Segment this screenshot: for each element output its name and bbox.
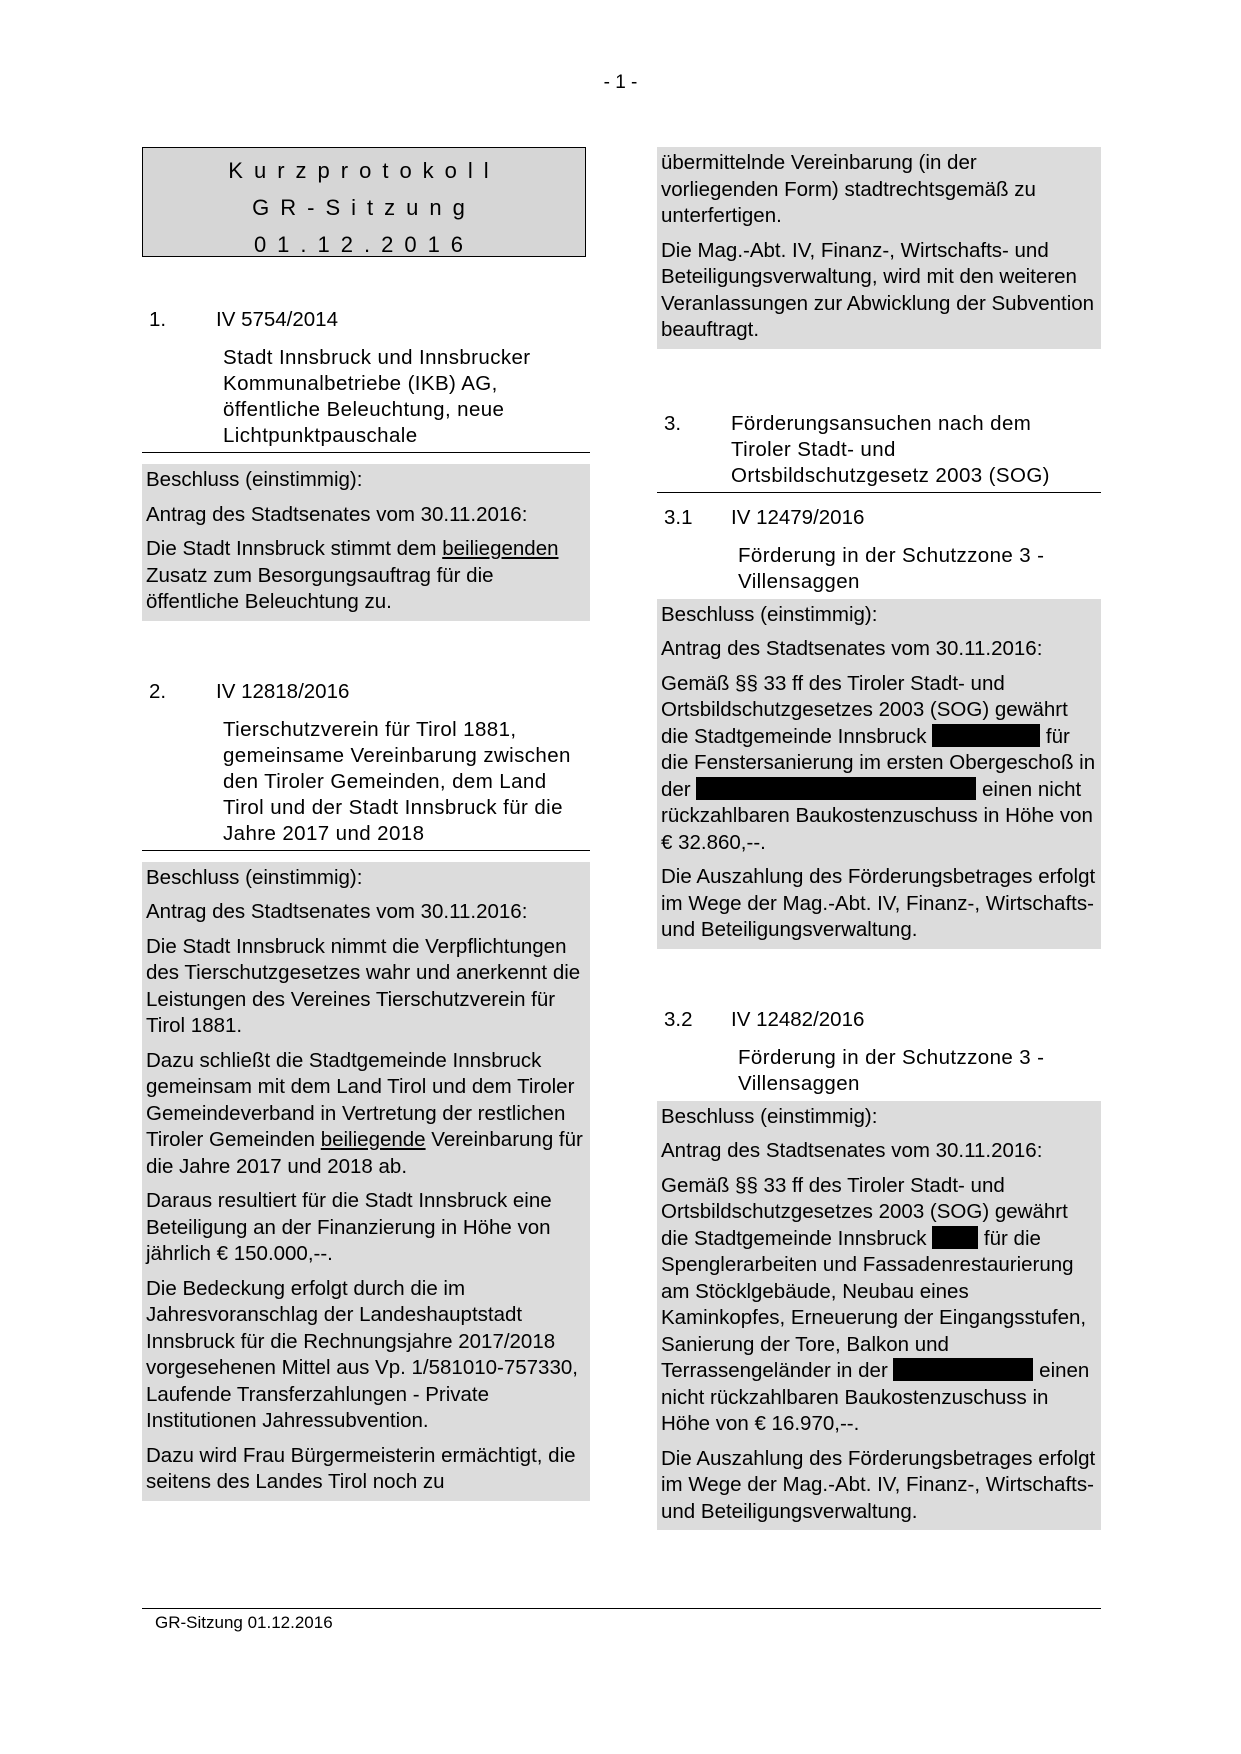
decision-text: Die Stadt Innsbruck stimmt dem beiliegenden Zusatz zum Besorgungsauftrag für die öffentliche Beleuchtung zu. <box>146 537 559 613</box>
page-number: - 1 - <box>603 72 638 93</box>
item-3-1-title: Förderung in der Schutzzone 3 - Villensaggen <box>738 543 1045 593</box>
item-2-decision <box>142 862 590 1501</box>
redaction-bar <box>932 1226 978 1249</box>
item-3-1-decision <box>657 599 1101 949</box>
item-3-2-title: Förderung in der Schutzzone 3 - Villensaggen <box>738 1045 1045 1095</box>
item-2-decision-continued <box>657 147 1101 349</box>
item-3-1-number: 3.1 <box>664 505 693 529</box>
beschluss-label: Beschluss (einstimmig): <box>661 1104 878 1128</box>
divider <box>657 492 1101 493</box>
item-3-2-decision <box>657 1101 1101 1531</box>
redaction-bar <box>932 724 1040 747</box>
antrag-label: Antrag des Stadtsenates vom 30.11.2016: <box>146 900 528 923</box>
title-line-2: GR-Sitzung <box>252 195 476 220</box>
beschluss-label: Beschluss (einstimmig): <box>661 602 878 626</box>
antrag-label: Antrag des Stadtsenates vom 30.11.2016: <box>661 1139 1043 1162</box>
paragraph: Dazu wird Frau Bürgermeisterin ermächtigt, die seitens des Landes Tirol noch zu <box>146 1443 576 1493</box>
redaction-bar <box>893 1358 1033 1381</box>
antrag-label: Antrag des Stadtsenates vom 30.11.2016: <box>146 502 528 526</box>
title-line-1: Kurzprotokoll <box>228 158 500 183</box>
right-column <box>657 147 1101 1530</box>
paragraph: Die Auszahlung des Förderungsbetrages erfolgt im Wege der Mag.-Abt. IV, Finanz-, Wirtschafts- und Beteiligungsverwaltung. <box>661 1446 1096 1523</box>
footer: GR-Sitzung 01.12.2016 <box>155 1613 333 1632</box>
paragraph: Die Mag.-Abt. IV, Finanz-, Wirtschafts- und Beteiligungsverwaltung, wird mit den weiteren Veranlassungen zur Abwicklung der Subvention beauftragt. <box>661 238 1095 341</box>
item-3-1-header <box>657 505 1101 531</box>
item-1-header <box>142 307 590 333</box>
paragraph: Gemäß §§ 33 ff des Tiroler Stadt- und Ortsbildschutzgesetzes 2003 (SOG) gewährt die Stadtgemeinde Innsbruck für die Fenstersanierung im ersten Obergeschoß in der einen nicht rückzahlbaren Baukostenzuschuss in Höhe von € 32.860,--. <box>661 671 1096 854</box>
paragraph: Die Stadt Innsbruck nimmt die Verpflichtungen des Tierschutzgesetzes wahr und anerkennt die Leistungen des Vereines Tierschutzverein für Tirol 1881. <box>146 934 581 1037</box>
item-1-number: 1. <box>149 308 167 331</box>
item-3-header <box>657 411 1101 489</box>
antrag-label: Antrag des Stadtsenates vom 30.11.2016: <box>661 637 1043 660</box>
paragraph: Daraus resultiert für die Stadt Innsbruck eine Beteiligung an der Finanzierung in Höhe von jährlich € 150.000,--. <box>146 1189 552 1265</box>
footer-divider <box>142 1608 1101 1609</box>
item-3-number: 3. <box>664 411 682 435</box>
title-box <box>142 147 586 257</box>
title-line-3: 01.12.2016 <box>253 232 475 257</box>
divider <box>142 850 590 851</box>
item-3-title: Förderungsansuchen nach dem Tiroler Stadt- und Ortsbildschutzgesetz 2003 (SOG) <box>731 411 1050 487</box>
item-3-2-number: 3.2 <box>664 1007 693 1031</box>
beschluss-label: Beschluss (einstimmig): <box>146 865 363 889</box>
item-2-ref: IV 12818/2016 <box>216 679 350 703</box>
item-2-number: 2. <box>149 679 167 703</box>
item-2-header <box>142 679 590 705</box>
paragraph: Dazu schließt die Stadtgemeinde Innsbruck gemeinsam mit dem Land Tirol und dem Tiroler Gemeindeverband in Vertretung der restlichen Tiroler Gemeinden beiliegende Vereinbarung für die Jahre 2017 und 2018 ab. <box>146 1048 583 1178</box>
left-column <box>142 147 590 1501</box>
item-1-ref: IV 5754/2014 <box>216 308 338 331</box>
paragraph: übermittelnde Vereinbarung (in der vorliegenden Form) stadtrechtsgemäß zu unterfertigen. <box>661 151 1036 227</box>
paragraph: Die Bedeckung erfolgt durch die im Jahresvoranschlag der Landeshauptstadt Innsbruck für die Rechnungsjahre 2017/2018 vorgesehenen Mittel aus Vp. 1/581010-757330, Laufende Transferzahlungen - Private Institutionen Jahressubvention. <box>146 1276 578 1432</box>
item-3-2-ref: IV 12482/2016 <box>731 1007 865 1031</box>
item-2-title: Tierschutzverein für Tirol 1881, gemeinsame Vereinbarung zwischen den Tiroler Gemeinden, dem Land Tirol und der Stadt Innsbruck für die Jahre 2017 und 2018 <box>223 717 571 845</box>
paragraph: Gemäß §§ 33 ff des Tiroler Stadt- und Ortsbildschutzgesetzes 2003 (SOG) gewährt die Stadtgemeinde Innsbruck für die Spenglerarbeiten und Fassadenrestaurierung am Stöcklgebäude, Neubau eines Kaminkopfes, Erneuerung der Eingangsstufen, Sanierung der Tore, Balkon und Terrassengeländer in der einen nicht rückzahlbaren Baukostenzuschuss in Höhe von € 16.970,--. <box>661 1173 1090 1435</box>
paragraph: Die Auszahlung des Förderungsbetrages erfolgt im Wege der Mag.-Abt. IV, Finanz-, Wirtschafts- und Beteiligungsverwaltung. <box>661 865 1096 941</box>
item-3-1-ref: IV 12479/2016 <box>731 505 865 529</box>
beschluss-label: Beschluss (einstimmig): <box>146 468 363 491</box>
divider <box>142 452 590 453</box>
item-3-2-header <box>657 1007 1101 1033</box>
item-1-decision <box>142 464 590 621</box>
redaction-bar <box>696 777 976 800</box>
item-1-title: Stadt Innsbruck und Innsbrucker Kommunalbetriebe (IKB) AG, öffentliche Beleuchtung, neue Lichtpunktpauschale <box>223 346 531 447</box>
